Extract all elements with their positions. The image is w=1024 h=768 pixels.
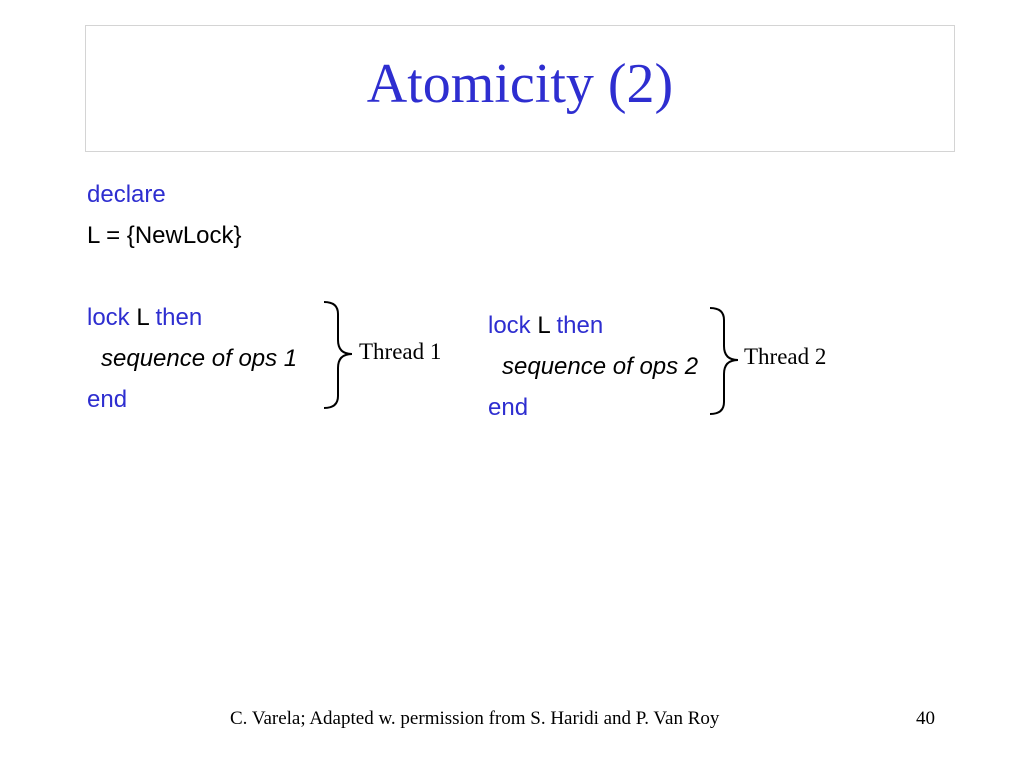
title-box bbox=[85, 25, 955, 152]
thread1-label: Thread 1 bbox=[359, 339, 442, 364]
code-assignment: L = {NewLock} bbox=[87, 222, 242, 249]
block1-lock-keyword: lock bbox=[87, 304, 130, 331]
block2-body: sequence of ops 2 bbox=[502, 353, 699, 380]
code-declare: declare bbox=[87, 181, 166, 208]
block1-lock-line bbox=[87, 306, 202, 330]
thread1-brace-icon bbox=[318, 298, 358, 412]
thread2-brace-icon bbox=[704, 304, 744, 418]
footer-credit: C. Varela; Adapted w. permission from S. Haridi and P. Van Roy bbox=[230, 708, 720, 729]
block1-body: sequence of ops 1 bbox=[101, 345, 298, 372]
slide-title: Atomicity (2) bbox=[366, 53, 674, 115]
block1-end-keyword: end bbox=[87, 386, 128, 413]
block2-lock-var: L bbox=[537, 312, 550, 339]
block1-lock-var: L bbox=[136, 304, 149, 331]
block2-lock-line bbox=[488, 314, 603, 338]
page-number: 40 bbox=[916, 708, 935, 729]
block2-end-keyword: end bbox=[488, 394, 529, 421]
block1-then-keyword: then bbox=[155, 304, 203, 331]
block2-then-keyword: then bbox=[556, 312, 604, 339]
block2-lock-keyword: lock bbox=[488, 312, 531, 339]
thread2-label: Thread 2 bbox=[744, 344, 827, 369]
